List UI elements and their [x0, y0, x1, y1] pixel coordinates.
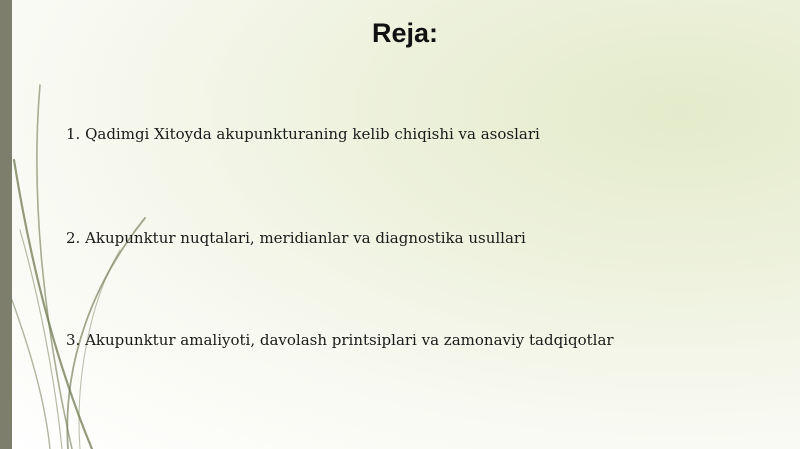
- grass-blade: [20, 230, 62, 449]
- plan-item-3: 3. Akupunktur amaliyoti, davolash printsiplari va zamonaviy tadqiqotlar: [66, 331, 614, 349]
- plan-item-2: 2. Akupunktur nuqtalari, meridianlar va diagnostika usullari: [66, 229, 526, 247]
- grass-blade: [14, 160, 92, 449]
- plan-item-1: 1. Qadimgi Xitoyda akupunkturaning kelib chiqishi va asoslari: [66, 125, 540, 143]
- grass-blade: [79, 250, 120, 449]
- slide-title: Reja:: [371, 18, 439, 48]
- left-accent-bar: [0, 0, 12, 449]
- grass-blade: [12, 300, 50, 449]
